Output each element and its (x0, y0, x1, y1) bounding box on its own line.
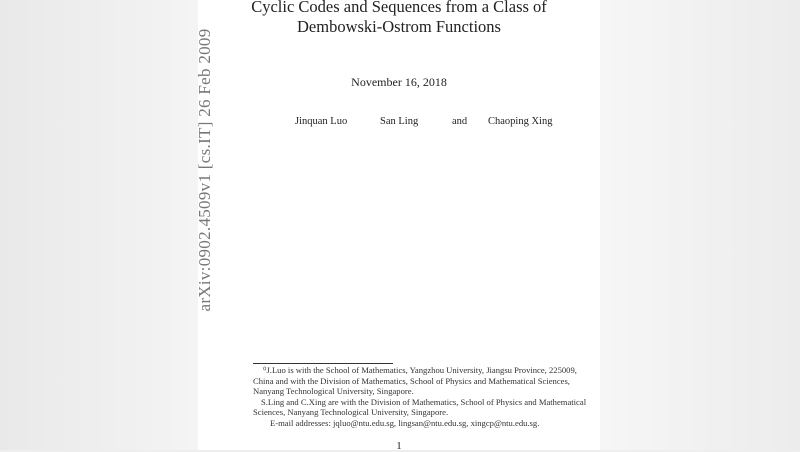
footnote-line: ⁰J.Luo is with the School of Mathematics, Yangzhou University, Jiangsu Province, 225009, (263, 365, 577, 375)
author-conjunction: and (452, 116, 468, 127)
footnote-line: E-mail addresses: jqluo@ntu.edu.sg, lingsan@ntu.edu.sg, xingcp@ntu.edu.sg. (270, 418, 540, 428)
title-line-2: Dembowski-Ostrom Functions (297, 17, 501, 36)
paper-page (195, 0, 600, 452)
page-number: 1 (396, 440, 402, 452)
footnote-line: Nanyang Technological University, Singapore. (253, 386, 414, 396)
title-line-1: Cyclic Codes and Sequences from a Class of (251, 0, 547, 16)
author-2: San Ling (380, 116, 419, 127)
footnote-line: China and with the Division of Mathematics, School of Physics and Mathematical Sciences, (253, 376, 570, 386)
footnote-line: Sciences, Nanyang Technological University, Singapore. (253, 407, 449, 417)
arxiv-stamp: arXiv:0902.4509v1 [cs.IT] 26 Feb 2009 (195, 28, 214, 312)
author-1: Jinquan Luo (295, 116, 348, 127)
author-3: Chaoping Xing (488, 116, 553, 127)
blurred-background-right (600, 0, 800, 450)
footnote-rule (253, 363, 393, 364)
footnote-line: S.Ling and C.Xing are with the Division of Mathematics, School of Physics and Mathematical (261, 397, 587, 407)
blurred-background-left (0, 0, 198, 450)
paper-date: November 16, 2018 (351, 75, 447, 89)
